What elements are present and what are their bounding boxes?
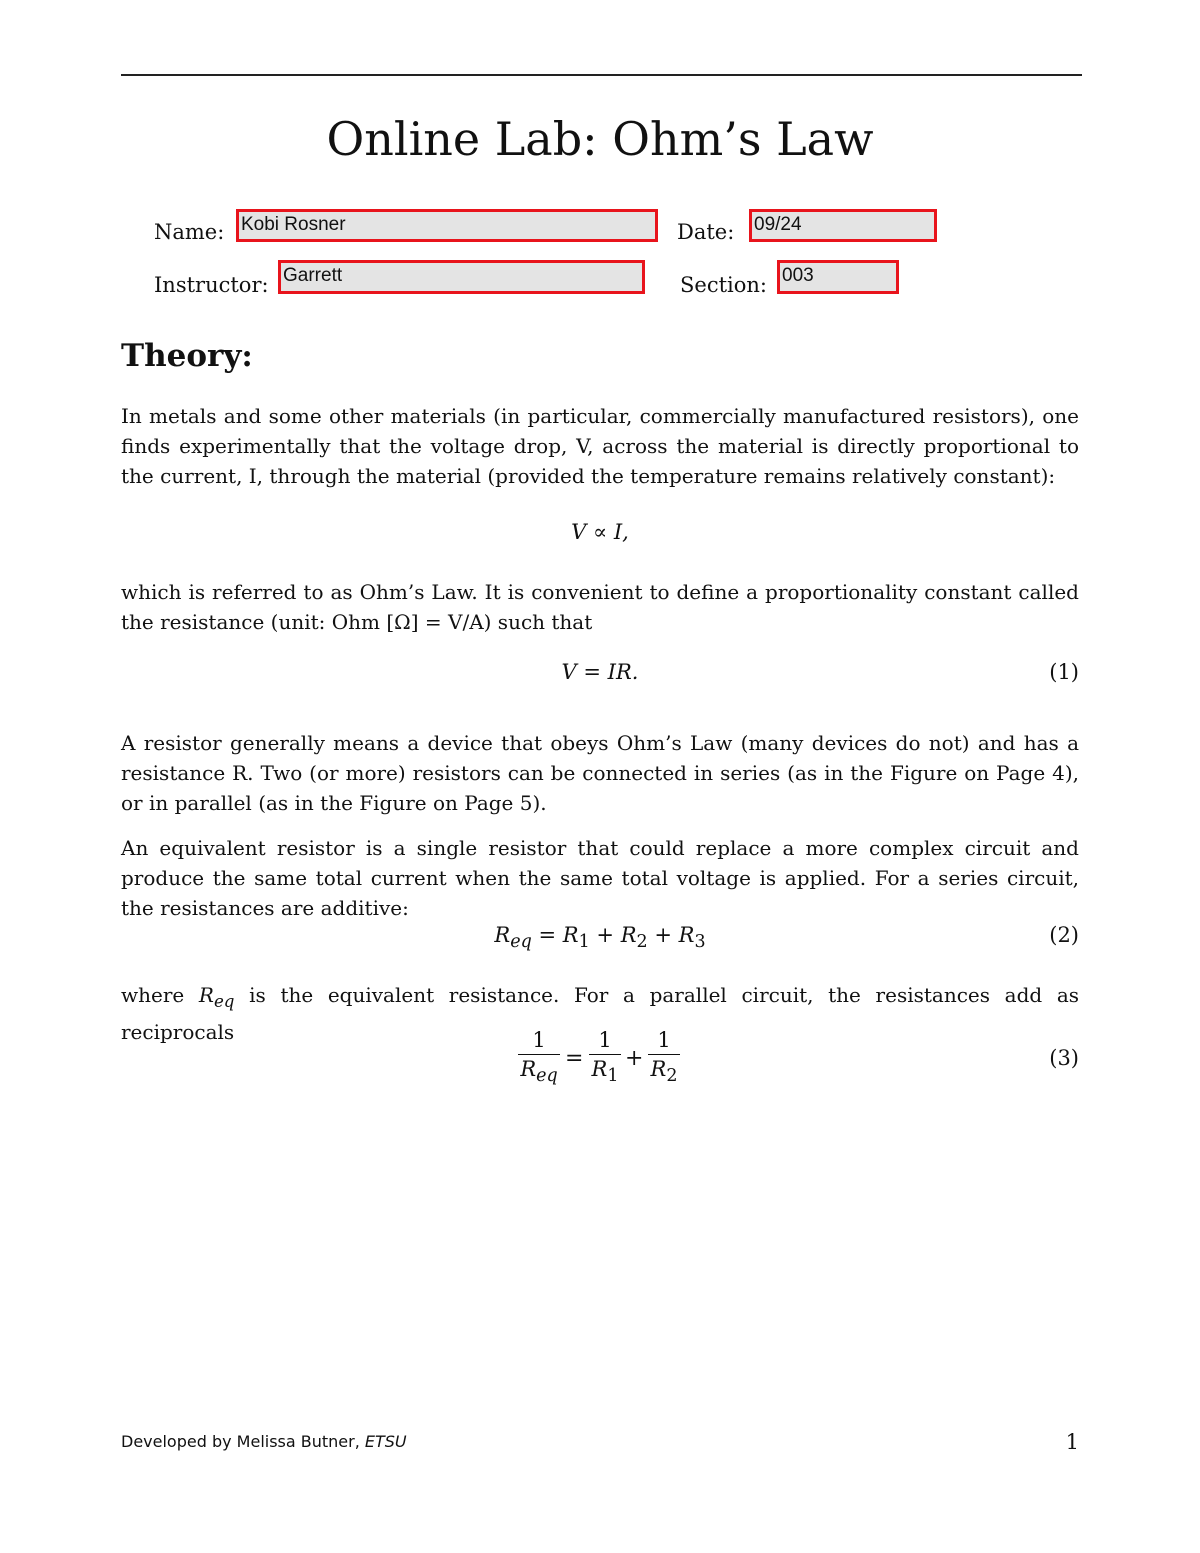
eq2-plus-2: +: [654, 923, 672, 947]
page-number: 1: [1065, 1430, 1079, 1454]
paragraph-ohms-law: which is referred to as Ohm’s Law. It is convenient to define a proportionality constant called the resistance (unit: Ohm [Ω] = V/A) such that: [121, 580, 1079, 634]
eq2-req: $R_{eq}$: [494, 923, 532, 953]
eq3-frac-r1: 1 $R_1$: [589, 1028, 621, 1086]
instructor-label: Instructor:: [154, 273, 269, 297]
eq2-r2: $R_2$: [620, 923, 648, 953]
eq2-r3: $R_3$: [678, 923, 706, 953]
equation-1: V = IR.: [561, 660, 639, 684]
page-title: Online Lab: Ohm’s Law: [326, 112, 874, 166]
name-field[interactable]: Kobi Rosner: [236, 209, 658, 242]
eq3-frac-req: 1 $R_{eq}$: [518, 1028, 560, 1086]
paragraph-resistor: A resistor generally means a device that obeys Ohm’s Law (many devices do not) and has a resistance R. Two (or more) resistors can be connected in series (as in the Figure on Page 4), or in parallel (as in the Figure on Page 5).: [121, 731, 1079, 815]
eq2-r1: $R_1$: [562, 923, 590, 953]
eq3-equals: =: [565, 1046, 584, 1071]
equation-proportional: V ∝ I,: [571, 520, 629, 544]
instructor-field[interactable]: Garrett: [278, 260, 645, 294]
eq2-plus-1: +: [596, 923, 615, 947]
paragraph-equivalent: An equivalent resistor is a single resistor that could replace a more complex circuit and produce the same total current when the same total voltage is applied. For a series circuit, the resistances are additive:: [121, 836, 1079, 920]
eq3-plus: +: [625, 1046, 644, 1071]
paragraph-intro: In metals and some other materials (in particular, commercially manufactured resistors), one finds experimentally that the voltage drop, V, across the material is directly proportional to the current, I, through the material (provided the temperature remains relatively constant):: [121, 404, 1079, 488]
equation-3-number: (3): [1049, 1046, 1079, 1070]
eq3-frac-r2: 1 $R_2$: [648, 1028, 680, 1086]
footer-credit: Developed by Melissa Butner, ETSU: [121, 1432, 407, 1451]
eq2-equals: =: [538, 923, 557, 947]
equation-2: [0, 923, 1200, 952]
date-label: Date:: [677, 220, 735, 244]
section-label: Section:: [680, 273, 767, 297]
theory-heading: Theory:: [121, 338, 253, 374]
equation-2-number: (2): [1049, 923, 1079, 947]
paragraph-parallel: where $R_{eq}$ is the equivalent resistance. For a parallel circuit, the resistances add as reciprocals: [121, 983, 1080, 1044]
top-rule: [121, 74, 1082, 76]
footer-affiliation: ETSU: [364, 1432, 407, 1451]
section-field[interactable]: 003: [777, 260, 899, 294]
name-label: Name:: [154, 220, 225, 244]
equation-1-number: (1): [1049, 660, 1079, 684]
date-field[interactable]: 09/24: [749, 209, 937, 242]
